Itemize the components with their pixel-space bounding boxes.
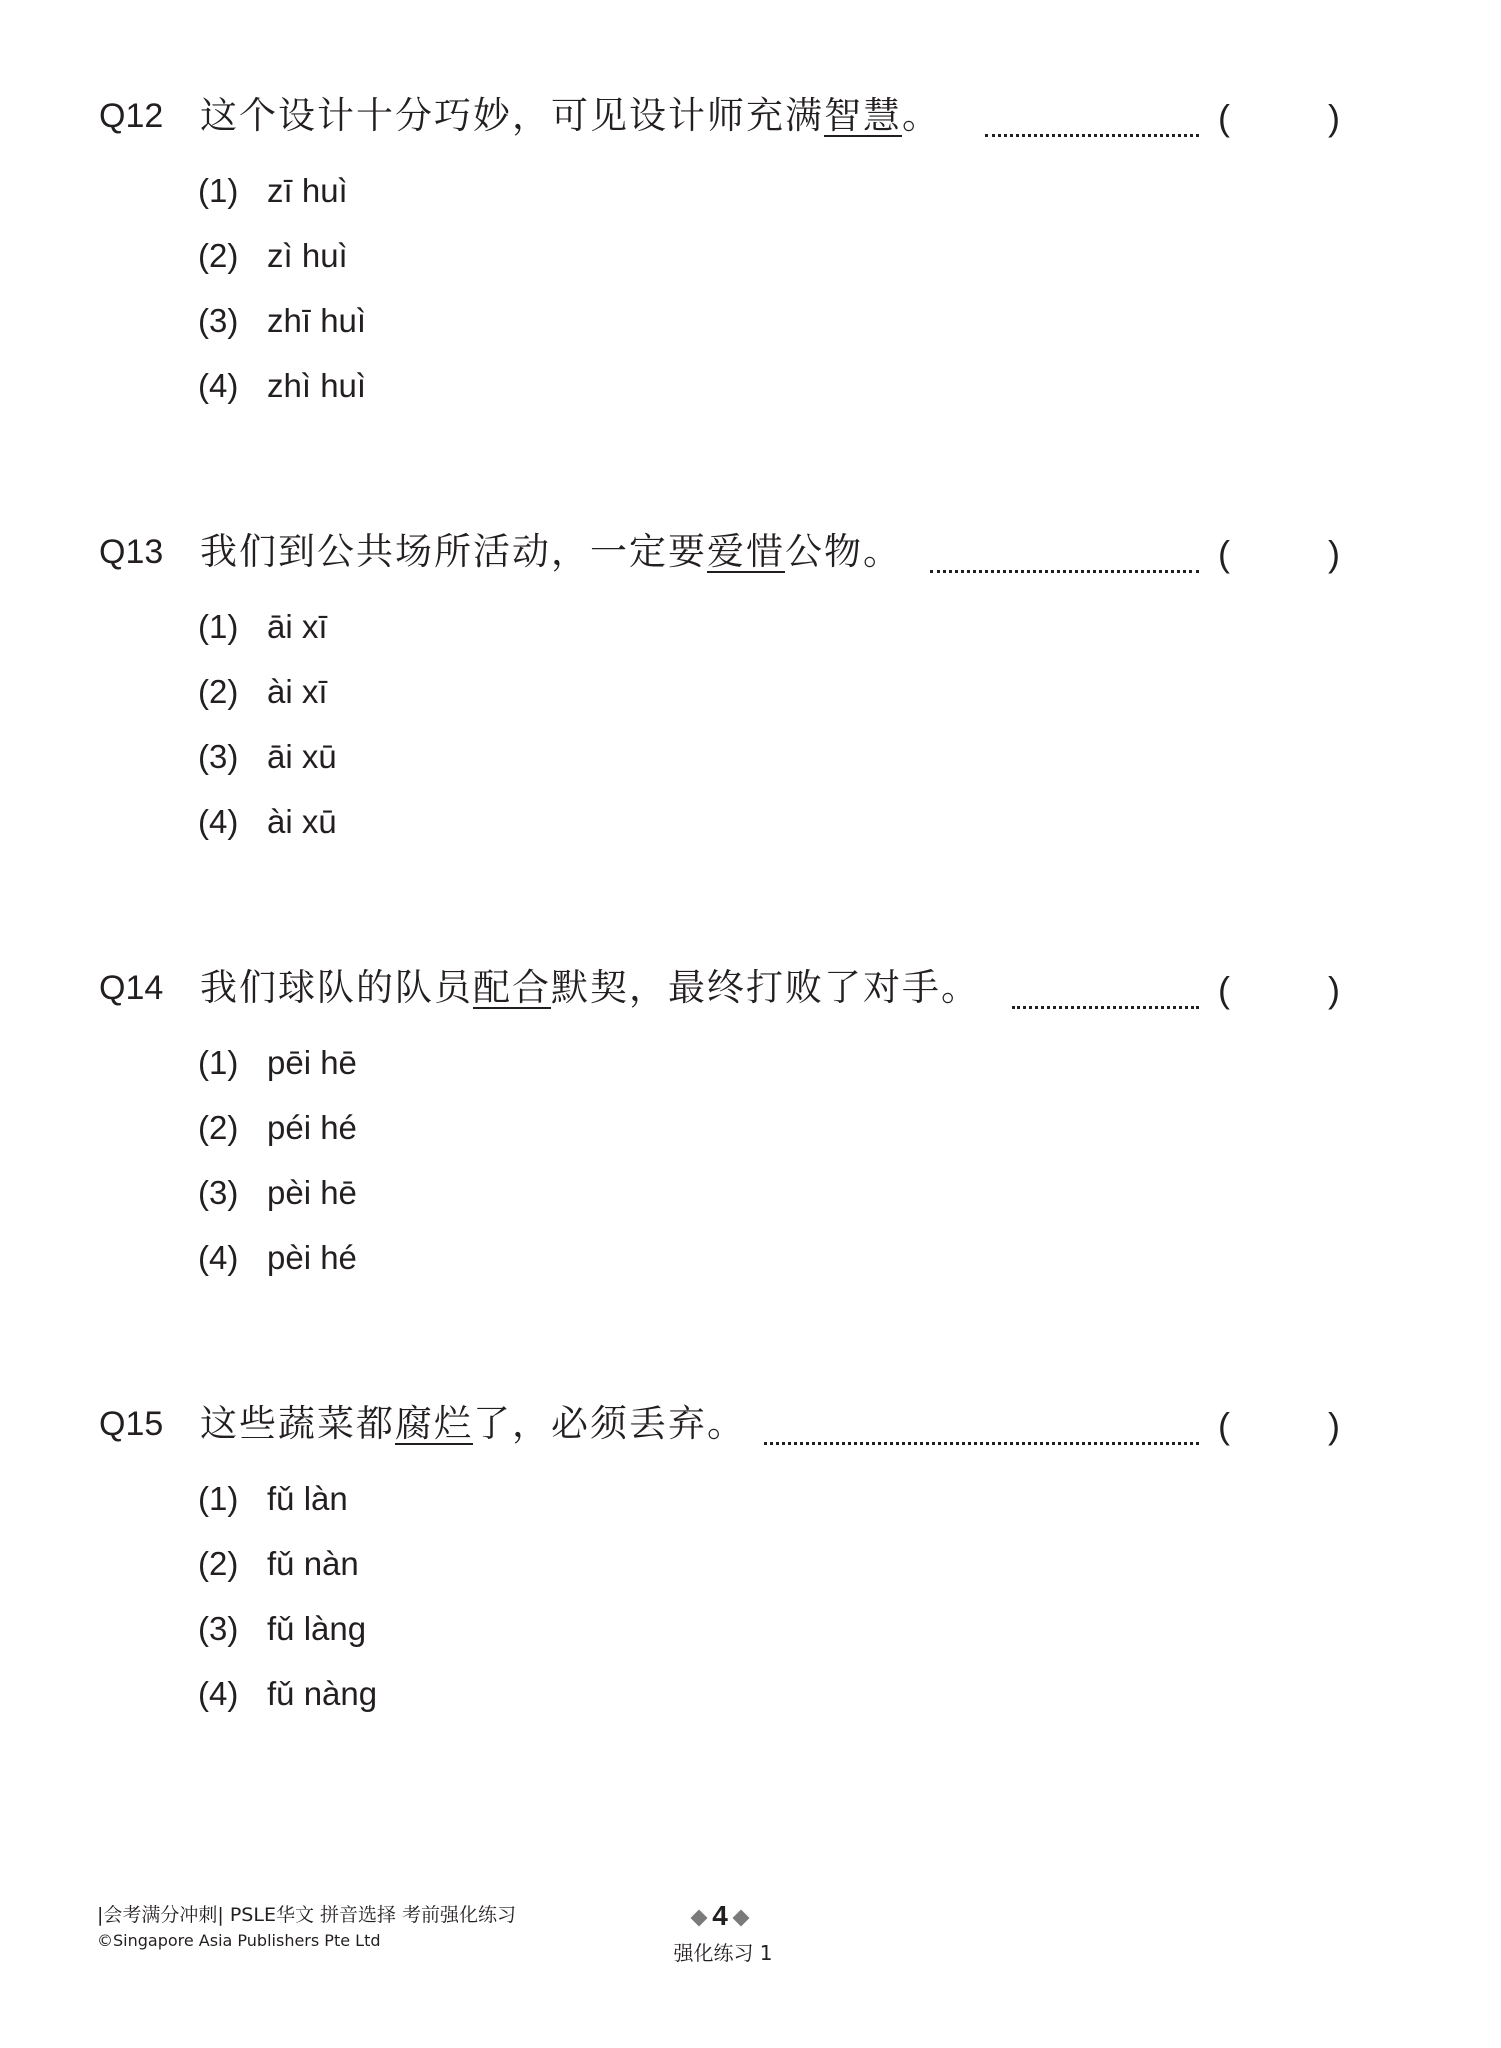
option-number: (4) — [198, 803, 239, 840]
footer-credits — [97, 1902, 516, 1954]
question-15 — [0, 1402, 1501, 1782]
answer-bracket-open: ( — [1218, 969, 1230, 1010]
sentence-part: 。 — [902, 94, 941, 137]
sentence-part: 我们球队的队员 — [200, 966, 473, 1009]
option-pinyin: zhī huì — [267, 302, 367, 339]
option-pinyin: āi xī — [267, 608, 328, 645]
answer-bracket-close: ) — [1328, 97, 1340, 138]
answer-bracket-open: ( — [1218, 533, 1230, 574]
answer-option-3 — [0, 735, 700, 785]
underlined-word: 智慧 — [824, 94, 902, 137]
option-pinyin: ài xī — [267, 673, 328, 710]
question-number: Q12 — [99, 97, 164, 135]
question-sentence — [200, 530, 902, 574]
answer-bracket-open: ( — [1218, 1405, 1230, 1446]
option-pinyin: pēi hē — [267, 1044, 357, 1081]
option-number: (4) — [198, 1675, 239, 1712]
option-pinyin: zhì huì — [267, 367, 367, 404]
answer-option-2 — [0, 670, 700, 720]
option-number: (3) — [198, 1174, 239, 1211]
option-number: (2) — [198, 237, 239, 274]
option-pinyin: fǔ nàn — [267, 1545, 359, 1582]
option-pinyin: zì huì — [267, 237, 348, 274]
option-number: (1) — [198, 172, 239, 209]
option-number: (4) — [198, 1239, 239, 1276]
sentence-part: 了，必须丢弃。 — [473, 1402, 746, 1445]
answer-option-3 — [0, 1171, 700, 1221]
page-number: 4 — [712, 1900, 728, 1931]
option-number: (3) — [198, 1610, 239, 1647]
underlined-word: 配合 — [473, 966, 551, 1009]
sentence-part: 这些蔬菜都 — [200, 1402, 395, 1445]
diamond-icon — [691, 1909, 708, 1926]
answer-option-2 — [0, 1106, 700, 1156]
option-number: (1) — [198, 1044, 239, 1081]
option-number: (3) — [198, 738, 239, 775]
publisher-copyright: ©Singapore Asia Publishers Pte Ltd — [97, 1931, 381, 1950]
option-pinyin: āi xū — [267, 738, 337, 775]
series-title: |会考满分冲刺| PSLE华文 拼音选择 考前强化练习 — [97, 1904, 517, 1926]
diamond-icon — [732, 1909, 749, 1926]
answer-option-1 — [0, 1477, 700, 1527]
sentence-part: 默契，最终打败了对手。 — [551, 966, 980, 1009]
underlined-word: 腐烂 — [395, 1402, 473, 1445]
option-pinyin: péi hé — [267, 1109, 357, 1146]
option-pinyin: fǔ làng — [267, 1610, 367, 1647]
answer-option-2 — [0, 1542, 700, 1592]
question-number: Q14 — [99, 969, 164, 1007]
question-sentence — [200, 966, 980, 1010]
option-pinyin: pèi hē — [267, 1174, 357, 1211]
answer-option-2 — [0, 234, 700, 284]
question-13 — [0, 530, 1501, 910]
sentence-part: 我们到公共场所活动，一定要 — [200, 530, 707, 573]
answer-option-1 — [0, 169, 700, 219]
answer-option-3 — [0, 1607, 700, 1657]
dotted-leader — [764, 1402, 1199, 1445]
option-number: (4) — [198, 367, 239, 404]
question-number: Q15 — [99, 1405, 164, 1443]
section-label: 强化练习 1 — [673, 1941, 773, 1965]
answer-option-4 — [0, 800, 700, 850]
answer-bracket-close: ) — [1328, 1405, 1340, 1446]
answer-bracket-close: ) — [1328, 533, 1340, 574]
option-number: (2) — [198, 673, 239, 710]
option-number: (2) — [198, 1109, 239, 1146]
answer-bracket-close: ) — [1328, 969, 1340, 1010]
question-12 — [0, 94, 1501, 474]
option-number: (3) — [198, 302, 239, 339]
dotted-leader — [1012, 966, 1199, 1009]
answer-option-1 — [0, 605, 700, 655]
answer-option-3 — [0, 299, 700, 349]
answer-option-4 — [0, 1236, 700, 1286]
answer-option-1 — [0, 1041, 700, 1091]
option-pinyin: fǔ nàng — [267, 1675, 378, 1712]
option-pinyin: zī huì — [267, 172, 348, 209]
question-sentence — [200, 1402, 746, 1446]
page-number-mark — [680, 1899, 760, 1933]
answer-option-4 — [0, 364, 700, 414]
option-pinyin: ài xū — [267, 803, 337, 840]
sentence-part: 这个设计十分巧妙，可见设计师充满 — [200, 94, 824, 137]
option-number: (1) — [198, 608, 239, 645]
dotted-leader — [930, 530, 1199, 573]
option-number: (2) — [198, 1545, 239, 1582]
dotted-leader — [985, 94, 1199, 137]
option-number: (1) — [198, 1480, 239, 1517]
sentence-part: 公物。 — [785, 530, 902, 573]
question-sentence — [200, 94, 941, 138]
question-14 — [0, 966, 1501, 1346]
underlined-word: 爱惜 — [707, 530, 785, 573]
question-number: Q13 — [99, 533, 164, 571]
option-pinyin: fǔ làn — [267, 1480, 348, 1517]
answer-bracket-open: ( — [1218, 97, 1230, 138]
answer-option-4 — [0, 1672, 700, 1722]
option-pinyin: pèi hé — [267, 1239, 357, 1276]
